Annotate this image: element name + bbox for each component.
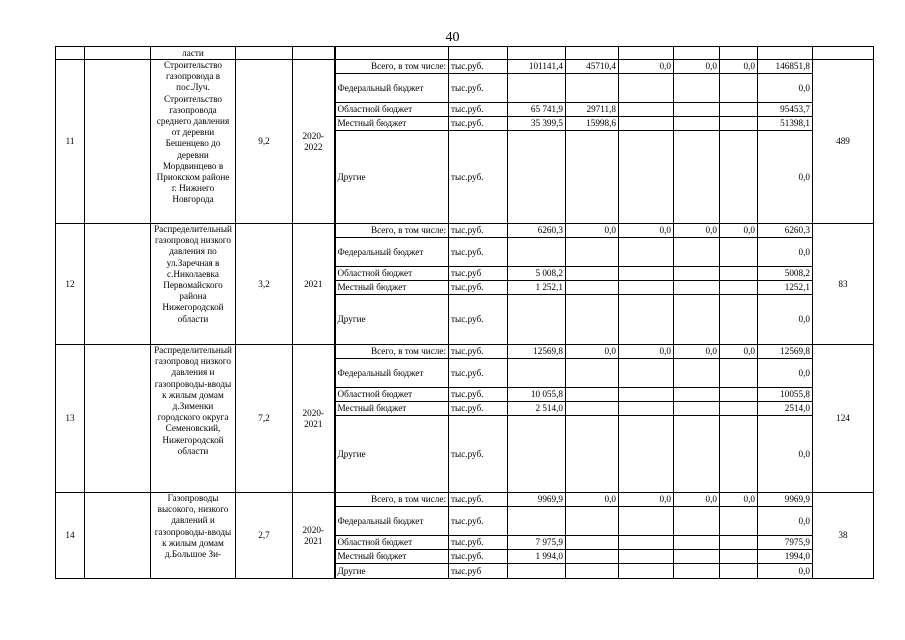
name-fragment: ласти <box>151 47 236 60</box>
year-value <box>720 359 758 388</box>
year-value <box>720 564 758 579</box>
project-years: 2020-2021 <box>293 493 335 579</box>
year-value <box>508 238 566 267</box>
year-value <box>674 416 720 493</box>
project-name: Распределительный газопровод низкого давления по ул.Заречная в с.Николаевка Первомайского района Нижегородской области <box>151 224 236 345</box>
funding-source: Другие <box>335 564 449 579</box>
year-value <box>566 238 619 267</box>
funding-source: Всего, в том числе: <box>335 345 449 359</box>
year-value: 0,0 <box>720 224 758 238</box>
empty-cell <box>85 60 151 224</box>
year-value: 0,0 <box>619 345 674 359</box>
year-value <box>674 295 720 345</box>
year-value <box>720 117 758 131</box>
year-value <box>674 564 720 579</box>
year-value <box>674 402 720 416</box>
unit: тыс.руб. <box>449 536 508 550</box>
unit: тыс.руб. <box>449 359 508 388</box>
year-value <box>674 103 720 117</box>
total-value: 0,0 <box>758 238 813 267</box>
total-value: 0,0 <box>758 416 813 493</box>
project-length: 3,2 <box>236 224 293 345</box>
year-value <box>720 281 758 295</box>
table-row <box>56 47 874 60</box>
year-value <box>720 131 758 224</box>
total-value: 0,0 <box>758 564 813 579</box>
year-value: 6260,3 <box>508 224 566 238</box>
year-value <box>566 564 619 579</box>
funding-source: Местный бюджет <box>335 550 449 564</box>
unit: тыс.руб <box>449 564 508 579</box>
year-value <box>674 359 720 388</box>
page-number: 40 <box>445 30 460 45</box>
project-years: 2021 <box>293 224 335 345</box>
unit: тыс.руб. <box>449 493 508 507</box>
table-row <box>56 60 874 74</box>
year-value <box>508 507 566 536</box>
year-value <box>566 281 619 295</box>
year-value: 0,0 <box>619 493 674 507</box>
year-value: 0,0 <box>674 493 720 507</box>
year-value <box>619 550 674 564</box>
total-value: 0,0 <box>758 131 813 224</box>
year-value <box>619 416 674 493</box>
unit: тыс.руб. <box>449 74 508 103</box>
year-value: 1 994,0 <box>508 550 566 564</box>
total-value: 7975,9 <box>758 536 813 550</box>
year-value <box>674 550 720 564</box>
funding-source: Другие <box>335 131 449 224</box>
total-value: 2514,0 <box>758 402 813 416</box>
project-number: 11 <box>56 60 85 224</box>
project-indicator: 124 <box>813 345 874 493</box>
year-value: 65 741,9 <box>508 103 566 117</box>
year-value <box>508 359 566 388</box>
total-value: 95453,7 <box>758 103 813 117</box>
unit: тыс.руб. <box>449 117 508 131</box>
year-value: 0,0 <box>720 345 758 359</box>
total-value: 10055,8 <box>758 388 813 402</box>
project-length: 7,2 <box>236 345 293 493</box>
year-value: 0,0 <box>720 60 758 74</box>
total-value: 9969,9 <box>758 493 813 507</box>
funding-source: Федеральный бюджет <box>335 359 449 388</box>
year-value <box>566 359 619 388</box>
funding-source: Федеральный бюджет <box>335 507 449 536</box>
year-value <box>619 103 674 117</box>
year-value <box>619 74 674 103</box>
year-value <box>720 388 758 402</box>
year-value <box>720 402 758 416</box>
year-value <box>508 564 566 579</box>
year-value <box>566 267 619 281</box>
year-value: 0,0 <box>674 345 720 359</box>
year-value <box>720 295 758 345</box>
total-value: 146851,8 <box>758 60 813 74</box>
year-value <box>619 536 674 550</box>
year-value <box>674 117 720 131</box>
year-value <box>566 402 619 416</box>
year-value <box>619 281 674 295</box>
year-value: 0,0 <box>674 224 720 238</box>
unit: тыс.руб. <box>449 238 508 267</box>
year-value: 12569,8 <box>508 345 566 359</box>
year-value <box>720 416 758 493</box>
funding-source: Всего, в том числе: <box>335 60 449 74</box>
project-length: 9,2 <box>236 60 293 224</box>
year-value <box>619 564 674 579</box>
year-value <box>674 507 720 536</box>
project-length: 2,7 <box>236 493 293 579</box>
year-value <box>720 507 758 536</box>
total-value: 1994,0 <box>758 550 813 564</box>
funding-source: Всего, в том числе: <box>335 493 449 507</box>
funding-source: Областной бюджет <box>335 388 449 402</box>
project-name: Строительство газопровода в пос.Луч. Строительство газопровода среднего давления от деревни Бешенцево до деревни Мордвинцево в Приокском районе г. Нижнего Новгорода <box>151 60 236 224</box>
unit: тыс.руб. <box>449 550 508 564</box>
year-value <box>619 117 674 131</box>
project-number: 14 <box>56 493 85 579</box>
unit: тыс.руб. <box>449 402 508 416</box>
total-value: 12569,8 <box>758 345 813 359</box>
total-value: 0,0 <box>758 74 813 103</box>
year-value <box>566 550 619 564</box>
total-value: 0,0 <box>758 507 813 536</box>
funding-source: Местный бюджет <box>335 281 449 295</box>
unit: тыс.руб. <box>449 388 508 402</box>
year-value <box>508 295 566 345</box>
year-value <box>619 238 674 267</box>
empty-cell <box>85 345 151 493</box>
year-value: 0,0 <box>720 493 758 507</box>
year-value <box>674 238 720 267</box>
year-value <box>566 388 619 402</box>
table-row <box>56 493 874 507</box>
year-value <box>566 416 619 493</box>
unit: тыс.руб. <box>449 131 508 224</box>
unit: тыс.руб. <box>449 416 508 493</box>
year-value <box>619 131 674 224</box>
project-name: Газопроводы высокого, низкого давлений и газопроводы-вводы к жилым домам д.Большое Зи- <box>151 493 236 579</box>
year-value: 45710,4 <box>566 60 619 74</box>
year-value <box>674 536 720 550</box>
year-value: 7 975,9 <box>508 536 566 550</box>
unit: тыс.руб. <box>449 507 508 536</box>
project-indicator: 489 <box>813 60 874 224</box>
funding-source: Всего, в том числе: <box>335 224 449 238</box>
total-value: 6260,3 <box>758 224 813 238</box>
year-value <box>566 295 619 345</box>
empty-cell <box>85 224 151 345</box>
funding-source: Областной бюджет <box>335 103 449 117</box>
year-value <box>720 536 758 550</box>
unit: тыс.руб. <box>449 224 508 238</box>
total-value: 51398,1 <box>758 117 813 131</box>
unit: тыс.руб. <box>449 60 508 74</box>
year-value <box>619 359 674 388</box>
year-value <box>674 74 720 103</box>
year-value: 0,0 <box>619 224 674 238</box>
year-value <box>566 507 619 536</box>
year-value <box>508 416 566 493</box>
project-name: Распределительный газопровод низкого давления и газопроводы-вводы к жилым домам д.Зименки городского округа Семеновский, Нижегородской области <box>151 345 236 493</box>
funding-source: Местный бюджет <box>335 117 449 131</box>
year-value <box>619 507 674 536</box>
project-number: 12 <box>56 224 85 345</box>
year-value <box>674 131 720 224</box>
funding-source: Другие <box>335 416 449 493</box>
year-value: 101141,4 <box>508 60 566 74</box>
unit: тыс.руб. <box>449 103 508 117</box>
unit: тыс.руб. <box>449 295 508 345</box>
project-number: 13 <box>56 345 85 493</box>
year-value <box>508 131 566 224</box>
funding-source: Областной бюджет <box>335 267 449 281</box>
unit: тыс.руб. <box>449 281 508 295</box>
funding-source: Областной бюджет <box>335 536 449 550</box>
funding-source: Федеральный бюджет <box>335 74 449 103</box>
total-value: 0,0 <box>758 359 813 388</box>
year-value <box>720 238 758 267</box>
year-value <box>720 267 758 281</box>
total-value: 0,0 <box>758 295 813 345</box>
year-value <box>619 267 674 281</box>
year-value <box>674 281 720 295</box>
year-value: 5 008,2 <box>508 267 566 281</box>
year-value <box>720 74 758 103</box>
total-value: 1252,1 <box>758 281 813 295</box>
year-value <box>566 74 619 103</box>
year-value <box>720 550 758 564</box>
year-value: 0,0 <box>566 224 619 238</box>
year-value: 9969,9 <box>508 493 566 507</box>
year-value <box>566 131 619 224</box>
year-value <box>720 103 758 117</box>
year-value <box>508 74 566 103</box>
project-indicator: 38 <box>813 493 874 579</box>
year-value: 2 514,0 <box>508 402 566 416</box>
year-value: 15998,6 <box>566 117 619 131</box>
project-years: 2020-2022 <box>293 60 335 224</box>
budget-table <box>55 46 874 579</box>
year-value: 1 252,1 <box>508 281 566 295</box>
year-value: 0,0 <box>566 493 619 507</box>
year-value: 0,0 <box>674 60 720 74</box>
project-years: 2020-2021 <box>293 345 335 493</box>
year-value: 0,0 <box>619 60 674 74</box>
year-value <box>619 388 674 402</box>
table-row <box>56 224 874 238</box>
project-indicator: 83 <box>813 224 874 345</box>
year-value: 10 055,8 <box>508 388 566 402</box>
year-value <box>619 295 674 345</box>
table-row <box>56 345 874 359</box>
year-value <box>674 388 720 402</box>
year-value <box>674 267 720 281</box>
year-value <box>566 536 619 550</box>
year-value: 35 399,5 <box>508 117 566 131</box>
total-value: 5008,2 <box>758 267 813 281</box>
year-value: 0,0 <box>566 345 619 359</box>
funding-source: Местный бюджет <box>335 402 449 416</box>
empty-cell <box>85 493 151 579</box>
year-value <box>619 402 674 416</box>
unit: тыс.руб. <box>449 345 508 359</box>
unit: тыс.руб <box>449 267 508 281</box>
funding-source: Федеральный бюджет <box>335 238 449 267</box>
year-value: 29711,8 <box>566 103 619 117</box>
funding-source: Другие <box>335 295 449 345</box>
